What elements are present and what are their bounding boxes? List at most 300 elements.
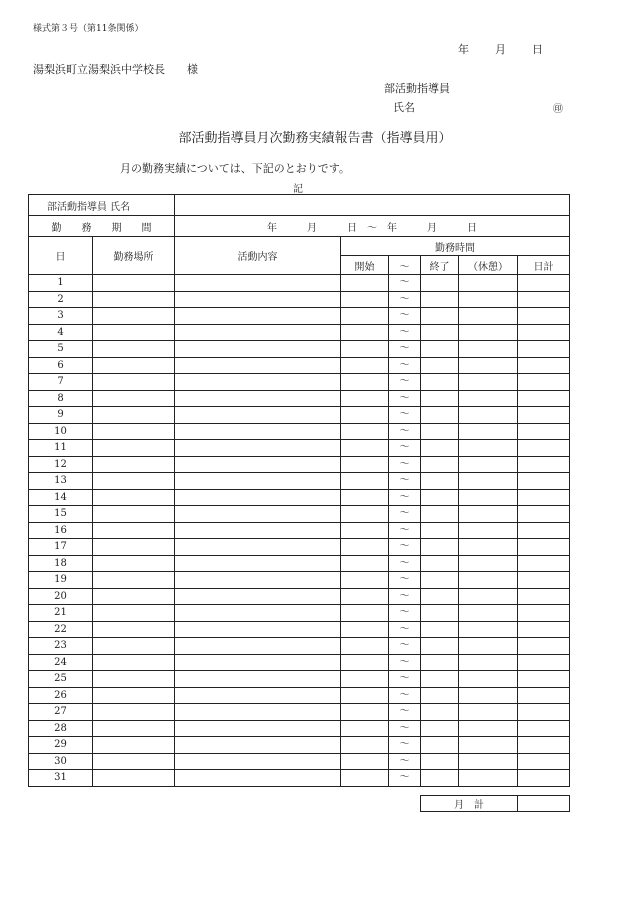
activity-cell[interactable] xyxy=(175,506,341,523)
table-row xyxy=(29,737,570,754)
date-day-label: 日 xyxy=(532,43,543,56)
day-number: 29 xyxy=(29,737,93,754)
place-cell[interactable] xyxy=(93,555,175,572)
day-total-cell[interactable] xyxy=(518,489,570,506)
rest-cell[interactable] xyxy=(459,555,518,572)
start-time-cell[interactable] xyxy=(341,605,389,622)
end-time-cell[interactable] xyxy=(421,605,459,622)
place-cell[interactable] xyxy=(93,275,175,292)
tilde-cell: ～ xyxy=(389,489,421,506)
table-row xyxy=(29,687,570,704)
activity-cell[interactable] xyxy=(175,704,341,721)
day-total-cell[interactable] xyxy=(518,308,570,325)
day-total-cell[interactable] xyxy=(518,407,570,424)
day-number: 18 xyxy=(29,555,93,572)
col-header-activity: 活動内容 xyxy=(175,237,341,275)
table-row xyxy=(29,720,570,737)
date-month-label: 月 xyxy=(495,43,506,56)
place-cell[interactable] xyxy=(93,390,175,407)
rest-cell[interactable] xyxy=(459,423,518,440)
place-cell[interactable] xyxy=(93,473,175,490)
place-cell[interactable] xyxy=(93,654,175,671)
activity-cell[interactable] xyxy=(175,539,341,556)
end-time-cell[interactable] xyxy=(421,275,459,292)
addressee: 湯梨浜町立湯梨浜中学校長 様 xyxy=(33,63,198,76)
day-total-cell[interactable] xyxy=(518,374,570,391)
tilde-cell: ～ xyxy=(389,324,421,341)
activity-cell[interactable] xyxy=(175,275,341,292)
table-row xyxy=(29,555,570,572)
end-time-cell[interactable] xyxy=(421,506,459,523)
activity-cell[interactable] xyxy=(175,737,341,754)
end-time-cell[interactable] xyxy=(421,539,459,556)
day-total-cell[interactable] xyxy=(518,654,570,671)
place-cell[interactable] xyxy=(93,588,175,605)
end-time-cell[interactable] xyxy=(421,588,459,605)
end-time-cell[interactable] xyxy=(421,374,459,391)
table-row xyxy=(29,423,570,440)
start-time-cell[interactable] xyxy=(341,506,389,523)
day-number: 15 xyxy=(29,506,93,523)
day-total-cell[interactable] xyxy=(518,456,570,473)
ki-heading: 記 xyxy=(293,184,303,195)
rest-cell[interactable] xyxy=(459,605,518,622)
report-date-line xyxy=(458,41,543,57)
end-time-cell[interactable] xyxy=(421,308,459,325)
place-cell[interactable] xyxy=(93,423,175,440)
day-number: 9 xyxy=(29,407,93,424)
table-row xyxy=(29,275,570,292)
tilde-cell: ～ xyxy=(389,753,421,770)
reporter-name-label: 氏名 xyxy=(393,101,415,114)
end-time-cell[interactable] xyxy=(421,357,459,374)
place-cell[interactable] xyxy=(93,720,175,737)
place-cell[interactable] xyxy=(93,341,175,358)
start-time-cell[interactable] xyxy=(341,555,389,572)
col-header-hours: 勤務時間 xyxy=(341,237,570,256)
tilde-cell: ～ xyxy=(389,506,421,523)
tilde-cell: ～ xyxy=(389,605,421,622)
table-row xyxy=(29,588,570,605)
table-row xyxy=(29,341,570,358)
rest-cell[interactable] xyxy=(459,489,518,506)
day-number: 3 xyxy=(29,308,93,325)
start-time-cell[interactable] xyxy=(341,588,389,605)
table-row xyxy=(29,456,570,473)
tilde-cell: ～ xyxy=(389,621,421,638)
activity-cell[interactable] xyxy=(175,753,341,770)
form-number-label: 様式第３号（第11条関係） xyxy=(33,24,144,34)
start-time-cell[interactable] xyxy=(341,638,389,655)
day-number: 11 xyxy=(29,440,93,457)
day-total-cell[interactable] xyxy=(518,704,570,721)
rest-cell[interactable] xyxy=(459,770,518,787)
tilde-cell: ～ xyxy=(389,555,421,572)
start-time-cell[interactable] xyxy=(341,275,389,292)
start-time-cell[interactable] xyxy=(341,308,389,325)
place-cell[interactable] xyxy=(93,572,175,589)
tilde-cell: ～ xyxy=(389,473,421,490)
place-cell[interactable] xyxy=(93,374,175,391)
col-header-daytotal: 日計 xyxy=(518,256,570,275)
tilde-cell: ～ xyxy=(389,522,421,539)
table-row xyxy=(29,770,570,787)
day-number: 31 xyxy=(29,770,93,787)
tilde-cell: ～ xyxy=(389,423,421,440)
start-time-cell[interactable] xyxy=(341,357,389,374)
activity-cell[interactable] xyxy=(175,638,341,655)
tilde-cell: ～ xyxy=(389,654,421,671)
table-row xyxy=(29,572,570,589)
table-row xyxy=(29,621,570,638)
place-cell[interactable] xyxy=(93,539,175,556)
table-row xyxy=(29,308,570,325)
day-number: 6 xyxy=(29,357,93,374)
start-time-cell[interactable] xyxy=(341,654,389,671)
table-row xyxy=(29,605,570,622)
start-time-cell[interactable] xyxy=(341,572,389,589)
rest-cell[interactable] xyxy=(459,275,518,292)
place-cell[interactable] xyxy=(93,605,175,622)
activity-cell[interactable] xyxy=(175,654,341,671)
start-time-cell[interactable] xyxy=(341,770,389,787)
tilde-cell: ～ xyxy=(389,539,421,556)
rest-cell[interactable] xyxy=(459,407,518,424)
tilde-cell: ～ xyxy=(389,770,421,787)
end-time-cell[interactable] xyxy=(421,522,459,539)
table-row xyxy=(29,638,570,655)
table-row xyxy=(29,291,570,308)
start-time-cell[interactable] xyxy=(341,671,389,688)
tilde-cell: ～ xyxy=(389,308,421,325)
document-title: 部活動指導員月次勤務実績報告書（指導員用） xyxy=(178,131,452,146)
rest-cell[interactable] xyxy=(459,720,518,737)
activity-cell[interactable] xyxy=(175,473,341,490)
tilde-cell: ～ xyxy=(389,638,421,655)
place-cell[interactable] xyxy=(93,638,175,655)
start-time-cell[interactable] xyxy=(341,390,389,407)
day-total-cell[interactable] xyxy=(518,605,570,622)
table-row xyxy=(29,407,570,424)
table-row xyxy=(29,489,570,506)
place-cell[interactable] xyxy=(93,291,175,308)
start-time-cell[interactable] xyxy=(341,473,389,490)
col-header-start: 開始 xyxy=(341,256,389,275)
day-total-cell[interactable] xyxy=(518,588,570,605)
col-header-place: 勤務場所 xyxy=(93,237,175,275)
rest-cell[interactable] xyxy=(459,390,518,407)
tilde-cell: ～ xyxy=(389,291,421,308)
start-time-cell[interactable] xyxy=(341,374,389,391)
day-number: 27 xyxy=(29,704,93,721)
end-time-cell[interactable] xyxy=(421,489,459,506)
day-total-cell[interactable] xyxy=(518,324,570,341)
day-total-cell[interactable] xyxy=(518,572,570,589)
rest-cell[interactable] xyxy=(459,687,518,704)
name-label-cell: 部活動指導員 氏名 xyxy=(29,195,175,216)
day-total-cell[interactable] xyxy=(518,275,570,292)
tilde-cell: ～ xyxy=(389,572,421,589)
end-time-cell[interactable] xyxy=(421,638,459,655)
rest-cell[interactable] xyxy=(459,522,518,539)
start-time-cell[interactable] xyxy=(341,539,389,556)
day-number: 19 xyxy=(29,572,93,589)
day-total-cell[interactable] xyxy=(518,522,570,539)
tilde-cell: ～ xyxy=(389,390,421,407)
table-row xyxy=(29,473,570,490)
tilde-cell: ～ xyxy=(389,720,421,737)
activity-cell[interactable] xyxy=(175,605,341,622)
day-number: 4 xyxy=(29,324,93,341)
start-time-cell[interactable] xyxy=(341,687,389,704)
activity-cell[interactable] xyxy=(175,720,341,737)
day-total-cell[interactable] xyxy=(518,539,570,556)
activity-cell[interactable] xyxy=(175,588,341,605)
activity-cell[interactable] xyxy=(175,522,341,539)
day-total-cell[interactable] xyxy=(518,473,570,490)
day-number: 30 xyxy=(29,753,93,770)
end-time-cell[interactable] xyxy=(421,456,459,473)
place-cell[interactable] xyxy=(93,770,175,787)
name-input-cell[interactable] xyxy=(175,195,570,216)
activity-cell[interactable] xyxy=(175,671,341,688)
tilde-cell: ～ xyxy=(389,341,421,358)
table-row xyxy=(29,539,570,556)
day-total-cell[interactable] xyxy=(518,770,570,787)
col-header-rest: （休憩） xyxy=(459,256,518,275)
end-time-cell[interactable] xyxy=(421,671,459,688)
day-number: 21 xyxy=(29,605,93,622)
day-number: 13 xyxy=(29,473,93,490)
table-row xyxy=(29,753,570,770)
place-cell[interactable] xyxy=(93,308,175,325)
table-row xyxy=(29,671,570,688)
rest-cell[interactable] xyxy=(459,473,518,490)
rest-cell[interactable] xyxy=(459,374,518,391)
start-time-cell[interactable] xyxy=(341,621,389,638)
table-row xyxy=(29,324,570,341)
activity-cell[interactable] xyxy=(175,407,341,424)
end-time-cell[interactable] xyxy=(421,621,459,638)
end-time-cell[interactable] xyxy=(421,390,459,407)
rest-cell[interactable] xyxy=(459,341,518,358)
place-cell[interactable] xyxy=(93,357,175,374)
place-cell[interactable] xyxy=(93,704,175,721)
start-time-cell[interactable] xyxy=(341,423,389,440)
start-time-cell[interactable] xyxy=(341,324,389,341)
day-total-cell[interactable] xyxy=(518,390,570,407)
end-time-cell[interactable] xyxy=(421,440,459,457)
table-row xyxy=(29,440,570,457)
rest-cell[interactable] xyxy=(459,291,518,308)
tilde-cell: ～ xyxy=(389,737,421,754)
start-time-cell[interactable] xyxy=(341,291,389,308)
start-time-cell[interactable] xyxy=(341,489,389,506)
monthly-total-table xyxy=(420,795,570,812)
place-cell[interactable] xyxy=(93,407,175,424)
day-total-cell[interactable] xyxy=(518,291,570,308)
tilde-cell: ～ xyxy=(389,275,421,292)
day-total-cell[interactable] xyxy=(518,506,570,523)
place-cell[interactable] xyxy=(93,737,175,754)
day-number: 8 xyxy=(29,390,93,407)
start-time-cell[interactable] xyxy=(341,704,389,721)
activity-cell[interactable] xyxy=(175,572,341,589)
place-cell[interactable] xyxy=(93,522,175,539)
start-time-cell[interactable] xyxy=(341,737,389,754)
day-number: 17 xyxy=(29,539,93,556)
end-time-cell[interactable] xyxy=(421,555,459,572)
day-total-cell[interactable] xyxy=(518,440,570,457)
col-header-day: 日 xyxy=(29,237,93,275)
period-label-cell: 勤 務 期 間 xyxy=(29,216,175,237)
day-number: 23 xyxy=(29,638,93,655)
place-cell[interactable] xyxy=(93,753,175,770)
activity-cell[interactable] xyxy=(175,324,341,341)
tilde-cell: ～ xyxy=(389,704,421,721)
day-number: 2 xyxy=(29,291,93,308)
activity-cell[interactable] xyxy=(175,456,341,473)
day-number: 22 xyxy=(29,621,93,638)
activity-cell[interactable] xyxy=(175,291,341,308)
end-time-cell[interactable] xyxy=(421,291,459,308)
day-number: 20 xyxy=(29,588,93,605)
activity-cell[interactable] xyxy=(175,621,341,638)
activity-cell[interactable] xyxy=(175,770,341,787)
table-row xyxy=(29,506,570,523)
activity-cell[interactable] xyxy=(175,423,341,440)
day-total-cell[interactable] xyxy=(518,357,570,374)
table-row xyxy=(29,704,570,721)
rest-cell[interactable] xyxy=(459,621,518,638)
day-total-cell[interactable] xyxy=(518,720,570,737)
day-number: 7 xyxy=(29,374,93,391)
day-total-cell[interactable] xyxy=(518,671,570,688)
rest-cell[interactable] xyxy=(459,704,518,721)
day-number: 14 xyxy=(29,489,93,506)
activity-cell[interactable] xyxy=(175,489,341,506)
rest-cell[interactable] xyxy=(459,753,518,770)
start-time-cell[interactable] xyxy=(341,522,389,539)
start-time-cell[interactable] xyxy=(341,341,389,358)
rest-cell[interactable] xyxy=(459,324,518,341)
table-row xyxy=(29,522,570,539)
place-cell[interactable] xyxy=(93,687,175,704)
end-time-cell[interactable] xyxy=(421,407,459,424)
place-cell[interactable] xyxy=(93,456,175,473)
rest-cell[interactable] xyxy=(459,456,518,473)
day-number: 5 xyxy=(29,341,93,358)
end-time-cell[interactable] xyxy=(421,324,459,341)
day-number: 10 xyxy=(29,423,93,440)
activity-cell[interactable] xyxy=(175,308,341,325)
activity-cell[interactable] xyxy=(175,390,341,407)
start-time-cell[interactable] xyxy=(341,720,389,737)
start-time-cell[interactable] xyxy=(341,456,389,473)
tilde-cell: ～ xyxy=(389,374,421,391)
col-header-end: 終了 xyxy=(421,256,459,275)
seal-icon: ㊞ xyxy=(553,104,563,115)
rest-cell[interactable] xyxy=(459,440,518,457)
end-time-cell[interactable] xyxy=(421,737,459,754)
tilde-cell: ～ xyxy=(389,440,421,457)
end-time-cell[interactable] xyxy=(421,687,459,704)
start-time-cell[interactable] xyxy=(341,753,389,770)
day-total-cell[interactable] xyxy=(518,555,570,572)
place-cell[interactable] xyxy=(93,671,175,688)
day-total-cell[interactable] xyxy=(518,423,570,440)
activity-cell[interactable] xyxy=(175,555,341,572)
rest-cell[interactable] xyxy=(459,654,518,671)
end-time-cell[interactable] xyxy=(421,654,459,671)
place-cell[interactable] xyxy=(93,506,175,523)
activity-cell[interactable] xyxy=(175,440,341,457)
activity-cell[interactable] xyxy=(175,341,341,358)
day-number: 1 xyxy=(29,275,93,292)
day-number: 12 xyxy=(29,456,93,473)
rest-cell[interactable] xyxy=(459,588,518,605)
day-total-cell[interactable] xyxy=(518,341,570,358)
table-row xyxy=(29,374,570,391)
rest-cell[interactable] xyxy=(459,506,518,523)
place-cell[interactable] xyxy=(93,324,175,341)
table-row xyxy=(29,654,570,671)
start-time-cell[interactable] xyxy=(341,440,389,457)
rest-cell[interactable] xyxy=(459,572,518,589)
day-total-cell[interactable] xyxy=(518,737,570,754)
rest-cell[interactable] xyxy=(459,308,518,325)
place-cell[interactable] xyxy=(93,440,175,457)
day-number: 16 xyxy=(29,522,93,539)
tilde-cell: ～ xyxy=(389,671,421,688)
rest-cell[interactable] xyxy=(459,638,518,655)
tilde-cell: ～ xyxy=(389,456,421,473)
place-cell[interactable] xyxy=(93,489,175,506)
start-time-cell[interactable] xyxy=(341,407,389,424)
day-number: 28 xyxy=(29,720,93,737)
monthly-total-value[interactable] xyxy=(518,796,570,812)
activity-cell[interactable] xyxy=(175,357,341,374)
rest-cell[interactable] xyxy=(459,671,518,688)
place-cell[interactable] xyxy=(93,621,175,638)
end-time-cell[interactable] xyxy=(421,753,459,770)
end-time-cell[interactable] xyxy=(421,423,459,440)
rest-cell[interactable] xyxy=(459,357,518,374)
period-value-cell[interactable]: 年 月 日 ～ 年 月 日 xyxy=(175,216,570,237)
day-number: 26 xyxy=(29,687,93,704)
monthly-total-label: 月 計 xyxy=(421,796,518,812)
end-time-cell[interactable] xyxy=(421,341,459,358)
day-total-cell[interactable] xyxy=(518,638,570,655)
day-total-cell[interactable] xyxy=(518,687,570,704)
end-time-cell[interactable] xyxy=(421,473,459,490)
end-time-cell[interactable] xyxy=(421,704,459,721)
rest-cell[interactable] xyxy=(459,737,518,754)
day-total-cell[interactable] xyxy=(518,621,570,638)
col-header-tilde: ～ xyxy=(389,256,421,275)
work-record-table xyxy=(28,194,570,787)
end-time-cell[interactable] xyxy=(421,572,459,589)
end-time-cell[interactable] xyxy=(421,770,459,787)
day-total-cell[interactable] xyxy=(518,753,570,770)
tilde-cell: ～ xyxy=(389,407,421,424)
end-time-cell[interactable] xyxy=(421,720,459,737)
activity-cell[interactable] xyxy=(175,374,341,391)
rest-cell[interactable] xyxy=(459,539,518,556)
activity-cell[interactable] xyxy=(175,687,341,704)
day-number: 25 xyxy=(29,671,93,688)
reporter-role: 部活動指導員 xyxy=(384,82,450,95)
